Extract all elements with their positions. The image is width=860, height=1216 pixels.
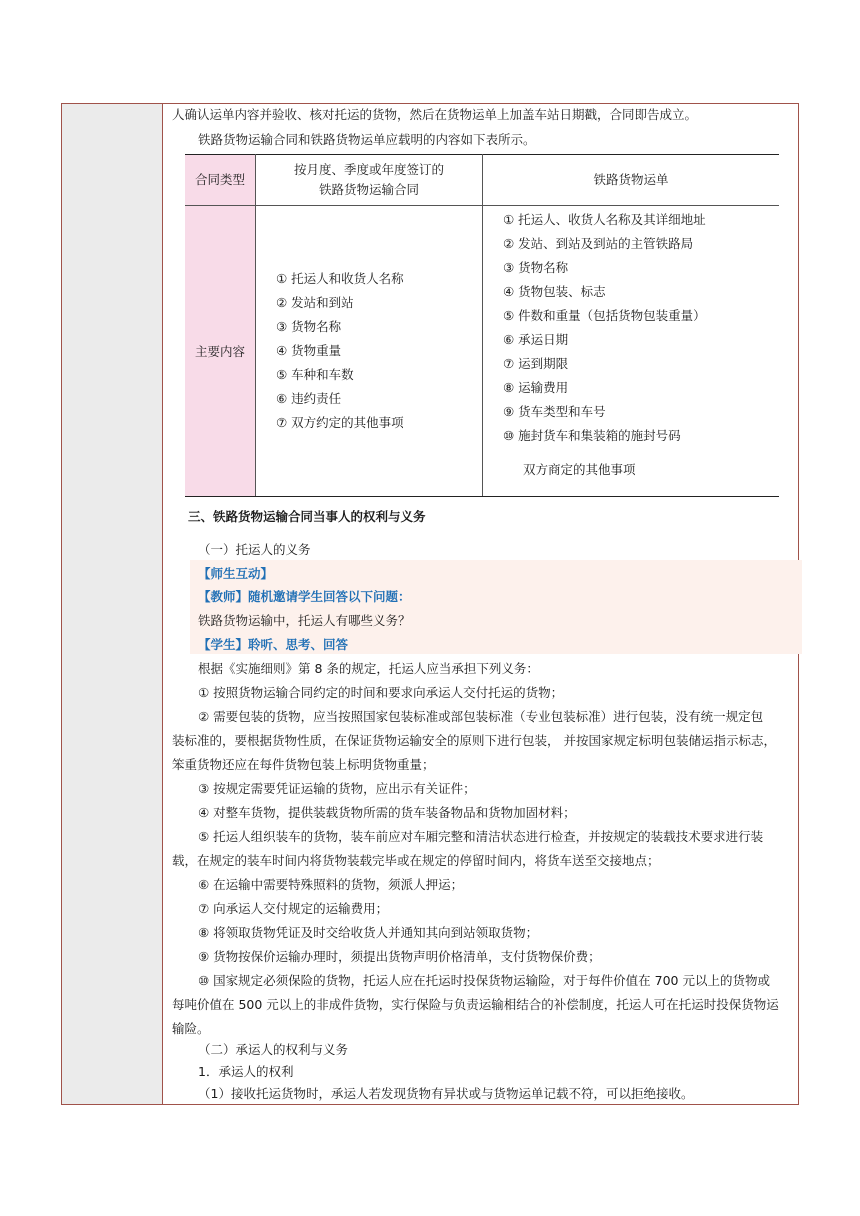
body-paragraph: ⑤ 托运人组织装车的货物，装车前应对车厢完整和清洁状态进行检查，并按规定的装载技术要求进行装 (198, 829, 764, 844)
body-paragraph: ⑧ 将领取货物凭证及时交给收货人并通知其向到站领取货物； (198, 925, 539, 940)
waybill-item: ⑧ 运输费用 (503, 380, 569, 395)
table-header-waybill: 铁路货物运单 (483, 155, 780, 206)
body-paragraph: （1）接收托运货物时，承运人若发现货物有异状或与货物运单记载不符，可以拒绝接收。 (198, 1086, 694, 1101)
teacher-prompt: 【教师】随机邀请学生回答以下问题： (198, 589, 411, 604)
section-3-title: 三、铁路货物运输合同当事人的权利与义务 (188, 509, 426, 524)
body-paragraph: ⑦ 向承运人交付规定的运输费用； (198, 901, 389, 916)
contract-item: ⑤ 车种和车数 (276, 367, 354, 382)
body-paragraph: 装标准的，要根据货物性质，在保证货物运输安全的原则下进行包装， 并按国家规定标明包装储运指示标志， (172, 733, 776, 748)
body-paragraph: 载，在规定的装车时间内将货物装载完毕或在规定的停留时间内，将货车送至交接地点； (172, 853, 660, 868)
teacher-question: 铁路货物运输中，托运人有哪些义务？ (198, 613, 411, 628)
waybill-item: ⑦ 运到期限 (503, 356, 569, 371)
body-paragraph: ① 按照货物运输合同约定的时间和要求向承运人交付托运的货物； (198, 685, 564, 700)
body-paragraph: 笨重货物还应在每件货物包装上标明货物重量； (172, 757, 435, 772)
contract-item: ① 托运人和收货人名称 (276, 271, 404, 286)
body-paragraph: 每吨价值在 500 元以上的非成件货物，实行保险与负责运输相结合的补偿制度，托运人可在托运时投保货物运 (172, 997, 779, 1012)
body-paragraph: ⑨ 货物按保价运输办理时，须提出货物声明价格清单，支付货物保价费； (198, 949, 601, 964)
contract-items-list (256, 267, 482, 435)
waybill-item: ③ 货物名称 (503, 260, 569, 275)
student-response: 【学生】聆听、思考、回答 (198, 637, 349, 652)
waybill-items-list (483, 208, 779, 448)
waybill-item: ⑥ 承运日期 (503, 332, 569, 347)
contract-items-cell (256, 206, 483, 497)
table-row-label: 主要内容 (185, 206, 256, 497)
body-paragraph: ④ 对整车货物，提供装载货物所需的货车装备物品和货物加固材料； (198, 805, 576, 820)
contract-item: ⑦ 双方约定的其他事项 (276, 415, 404, 430)
waybill-item: ⑩ 施封货车和集装箱的施封号码 (503, 428, 681, 443)
waybill-item: ⑤ 件数和重量（包括货物包装重量） (503, 308, 706, 323)
left-column (62, 104, 163, 1104)
table-header-periodic-contract (256, 155, 483, 206)
body-paragraph: ⑩ 国家规定必须保险的货物，托运人应在托运时投保货物运输险，对于每件价值在 700 元以上的货物或 (198, 973, 770, 988)
body-paragraph: 输险。 (172, 1021, 210, 1036)
table-header-contract-type: 合同类型 (185, 155, 256, 206)
body-paragraph: ⑥ 在运输中需要特殊照料的货物，须派人押运； (198, 877, 464, 892)
intro-line-2: 铁路货物运输合同和铁路货物运单应载明的内容如下表所示。 (198, 132, 536, 147)
contract-content-table (185, 154, 779, 497)
interaction-tag: 【师生互动】 (198, 566, 274, 581)
page-frame (61, 103, 799, 1105)
contract-item: ② 发站和到站 (276, 295, 354, 310)
contract-item: ③ 货物名称 (276, 319, 342, 334)
waybill-item: ⑨ 货车类型和车号 (503, 404, 606, 419)
subsection-1-title: （一）托运人的义务 (198, 542, 311, 557)
table-body-row (185, 206, 779, 497)
subsection-2-1-title: 1．承运人的权利 (198, 1064, 294, 1079)
waybill-item: ② 发站、到站及到站的主管铁路局 (503, 236, 694, 251)
subsection-2-title: （二）承运人的权利与义务 (198, 1042, 349, 1057)
contract-item: ④ 货物重量 (276, 343, 342, 358)
table-header-row (185, 155, 779, 206)
contract-item: ⑥ 违约责任 (276, 391, 342, 406)
body-paragraph: 根据《实施细则》第 8 条的规定，托运人应当承担下列义务： (198, 661, 539, 676)
waybill-items-cell (483, 206, 780, 497)
body-paragraph: ② 需要包装的货物，应当按照国家包装标准或部包装标准（专业包装标准）进行包装，没有统一规定包 (198, 709, 764, 724)
table-header-periodic-line-1: 按月度、季度或年度签订的 (293, 162, 444, 177)
intro-line-1: 人确认运单内容并验收、核对托运的货物，然后在货物运单上加盖车站日期戳，合同即告成立。 (172, 107, 698, 122)
table-header-periodic-line-2: 铁路货物运输合同 (318, 182, 419, 197)
waybill-item: ① 托运人、收货人名称及其详细地址 (503, 212, 706, 227)
waybill-item: ④ 货物包装、标志 (503, 284, 606, 299)
waybill-last-item: 双方商定的其他事项 (523, 462, 636, 477)
body-paragraph: ③ 按规定需要凭证运输的货物，应出示有关证件； (198, 781, 476, 796)
